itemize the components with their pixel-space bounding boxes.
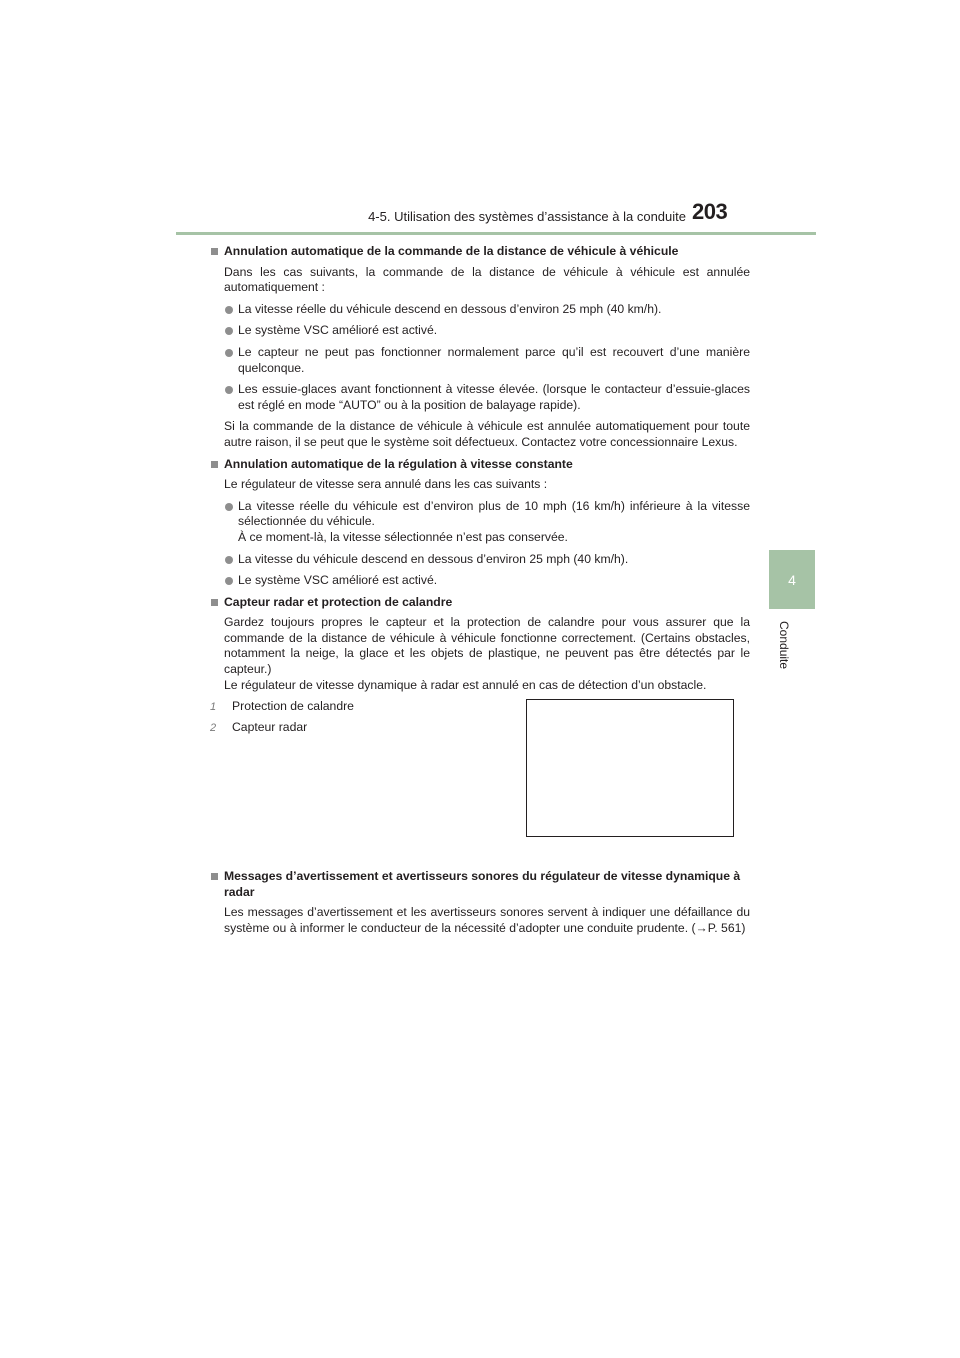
callout-number: 1 [210, 701, 217, 714]
figure [210, 699, 750, 859]
section-heading-text: Capteur radar et protection de calandre [224, 594, 453, 609]
paragraph: Le régulateur de vitesse dynamique à radar est annulé en cas de détection d’un obstacle. [224, 677, 707, 692]
list-item [224, 499, 750, 546]
section-title: 4-5. Utilisation des systèmes d’assistance à la conduite [368, 209, 686, 224]
paragraph: Si la commande de la distance de véhicule à véhicule est annulée automatiquement pour toute autre raison, il se peut que le système soit défectueux. Contactez votre concessionnaire Lexus. [224, 419, 750, 449]
list-item [224, 573, 750, 589]
paragraph: Dans les cas suivants, la commande de la distance de véhicule à véhicule est annulée automatiquement : [224, 264, 750, 295]
section-heading-text: Annulation automatique de la commande de la distance de véhicule à véhicule [224, 244, 679, 258]
round-bullet-icon [225, 386, 233, 394]
square-bullet-icon [211, 873, 218, 880]
list-item [224, 302, 750, 318]
page-content [208, 244, 750, 943]
square-bullet-icon [211, 248, 218, 255]
list-item [224, 382, 750, 413]
paragraph: Les messages d’avertissement et les avertisseurs sonores servent à indiquer une défaillance du système ou à informer le conducteur de la nécessité d’adopter une conduite prudente. (→P. 561) [224, 905, 750, 936]
callout-number: 2 [210, 722, 217, 735]
list-item-text: Le système VSC amélioré est activé. [238, 573, 438, 588]
list-item-text: Le système VSC amélioré est activé. [238, 323, 438, 338]
callout-item [210, 720, 307, 737]
list-item-text: La vitesse réelle du véhicule descend en dessous d’environ 25 mph (40 km/h). [238, 301, 662, 316]
section-heading [208, 869, 750, 900]
list-item [224, 345, 750, 376]
section-heading-text: Annulation automatique de la régulation à vitesse constante [224, 456, 573, 471]
chapter-number: 4 [788, 571, 796, 588]
square-bullet-icon [211, 461, 218, 468]
round-bullet-icon [225, 503, 233, 511]
section-heading-text: Messages d’avertissement et avertisseurs sonores du régulateur de vitesse dynamique à radar [224, 869, 741, 899]
page-number: 203 [692, 199, 728, 224]
round-bullet-icon [225, 306, 233, 314]
round-bullet-icon [225, 577, 233, 585]
paragraph: Le régulateur de vitesse sera annulé dans les cas suivants : [224, 477, 548, 492]
list-item-text: La vitesse réelle du véhicule est d’environ plus de 10 mph (16 km/h) inférieure à la vitesse sélectionnée du véhicule. [238, 498, 750, 529]
header-rule [176, 232, 816, 235]
chapter-label: Conduite [777, 620, 791, 670]
list-item-text: La vitesse du véhicule descend en dessous d’environ 25 mph (40 km/h). [238, 551, 629, 566]
chapter-tab[interactable] [769, 550, 815, 609]
list-item [224, 323, 750, 339]
square-bullet-icon [211, 599, 218, 606]
section-heading [208, 244, 750, 260]
round-bullet-icon [225, 349, 233, 357]
round-bullet-icon [225, 327, 233, 335]
callout-item [210, 699, 354, 716]
list-item-text: Le capteur ne peut pas fonctionner normalement parce qu’il est recouvert d’une manière quelconque. [238, 344, 750, 375]
section-heading [208, 457, 750, 473]
list-item-text: Les essuie-glaces avant fonctionnent à vitesse élevée. (lorsque le contacteur d’essuie-glaces est réglé en mode “AUTO” ou à la position de balayage rapide). [238, 382, 750, 412]
callout-label: Protection de calandre [232, 699, 354, 714]
round-bullet-icon [225, 556, 233, 564]
paragraph: Gardez toujours propres le capteur et la protection de calandre pour vous assurer que la commande de la distance de véhicule à véhicule fonctionne correctement. (Certains obstacles, notamment la neige, la glace et les objets de plastique, ne peuvent pas être détectés par le capteur.) [224, 615, 750, 677]
list-item-note: À ce moment-là, la vitesse sélectionnée n’est pas conservée. [238, 529, 568, 544]
callout-label: Capteur radar [232, 720, 308, 735]
illustration-frame [526, 699, 734, 837]
list-item [224, 552, 750, 568]
section-heading [208, 595, 750, 611]
